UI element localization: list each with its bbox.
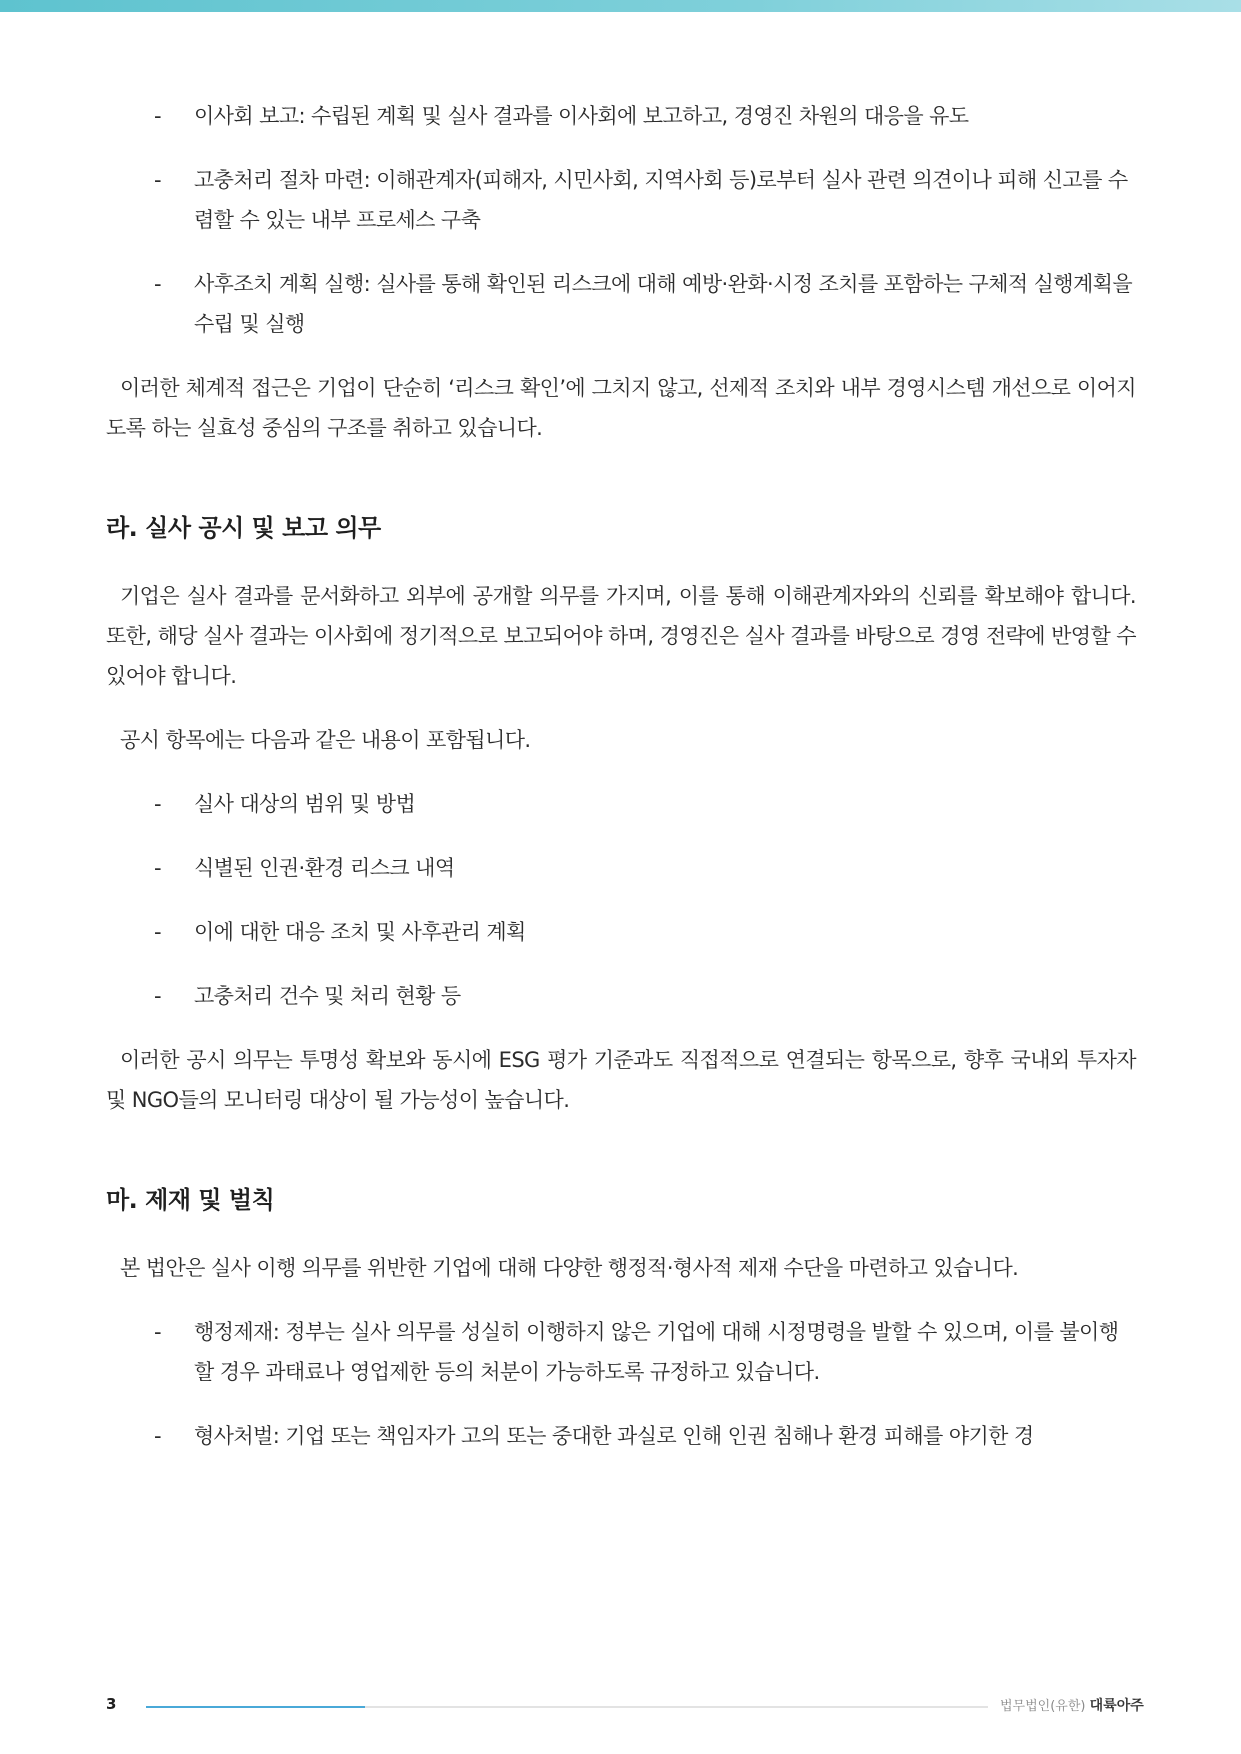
list-item-text: 실사 대상의 범위 및 방법: [194, 792, 416, 816]
list-item: [106, 96, 1136, 136]
list-item: [106, 1312, 1136, 1392]
list-item: [106, 1416, 1136, 1456]
list-item: [106, 848, 1136, 888]
firm-prefix: 법무법인(유한): [1000, 1699, 1086, 1714]
list-dash: -: [154, 920, 161, 944]
list-item-text: 이사회 보고: 수립된 계획 및 실사 결과를 이사회에 보고하고, 경영진 차원의 대응을 유도: [194, 104, 969, 128]
list-dash: -: [154, 1424, 161, 1448]
bullet-list-1: [106, 96, 1136, 344]
bullet-list-3: [106, 1312, 1136, 1456]
paragraph: 이러한 공시 의무는 투명성 확보와 동시에 ESG 평가 기준과도 직접적으로 연결되는 항목으로, 향후 국내외 투자자 및 NGO들의 모니터링 대상이 될 가능성이 높습니다.: [106, 1048, 1136, 1112]
list-item-text: 고충처리 건수 및 처리 현황 등: [194, 984, 461, 1008]
document-body: [106, 96, 1136, 1480]
section-heading-ra: 라. 실사 공시 및 보고 의무: [106, 514, 381, 542]
firm-brand: [1000, 1695, 1144, 1715]
list-dash: -: [154, 856, 161, 880]
page-number: 3: [106, 1695, 117, 1713]
section-heading-ma: 마. 제재 및 벌칙: [106, 1186, 275, 1214]
list-dash: -: [154, 272, 161, 296]
list-dash: -: [154, 104, 161, 128]
list-dash: -: [154, 168, 161, 192]
firm-name: 대륙아주: [1089, 1698, 1144, 1714]
list-item: [106, 264, 1136, 344]
list-item-text: 형사처벌: 기업 또는 책임자가 고의 또는 중대한 과실로 인해 인권 침해나 환경 피해를 야기한 경: [194, 1424, 1034, 1448]
paragraph: 이러한 체계적 접근은 기업이 단순히 ‘리스크 확인’에 그치지 않고, 선제적 조치와 내부 경영시스템 개선으로 이어지도록 하는 실효성 중심의 구조를 취하고 있습니다.: [106, 376, 1136, 440]
paragraph: 기업은 실사 결과를 문서화하고 외부에 공개할 의무를 가지며, 이를 통해 이해관계자와의 신뢰를 확보해야 합니다. 또한, 해당 실사 결과는 이사회에 정기적으로 보고되어야 하며, 경영진은 실사 결과를 바탕으로 경영 전략에 반영할 수 있어야 합니다.: [106, 584, 1136, 688]
footer-progress-track: [146, 1706, 988, 1708]
list-item: [106, 912, 1136, 952]
list-dash: -: [154, 792, 161, 816]
paragraph: 본 법안은 실사 이행 의무를 위반한 기업에 대해 다양한 행정적·형사적 제재 수단을 마련하고 있습니다.: [120, 1256, 1019, 1280]
list-item-text: 고충처리 절차 마련: 이해관계자(피해자, 시민사회, 지역사회 등)로부터 실사 관련 의견이나 피해 신고를 수렴할 수 있는 내부 프로세스 구축: [194, 168, 1128, 232]
bullet-list-2: [106, 784, 1136, 1016]
paragraph: 공시 항목에는 다음과 같은 내용이 포함됩니다.: [120, 728, 531, 752]
list-item: [106, 784, 1136, 824]
list-item: [106, 160, 1136, 240]
top-accent-bar: [0, 0, 1241, 12]
list-item-text: 행정제재: 정부는 실사 의무를 성실히 이행하지 않은 기업에 대해 시정명령을 발할 수 있으며, 이를 불이행할 경우 과태료나 영업제한 등의 처분이 가능하도록 규정하고 있습니다.: [194, 1320, 1119, 1384]
list-item-text: 사후조치 계획 실행: 실사를 통해 확인된 리스크에 대해 예방·완화·시정 조치를 포함하는 구체적 실행계획을 수립 및 실행: [194, 272, 1133, 336]
page-footer: [0, 1695, 1241, 1725]
list-dash: -: [154, 984, 161, 1008]
list-dash: -: [154, 1320, 161, 1344]
list-item: [106, 976, 1136, 1016]
list-item-text: 식별된 인권·환경 리스크 내역: [194, 856, 455, 880]
footer-progress-fill: [146, 1706, 365, 1708]
list-item-text: 이에 대한 대응 조치 및 사후관리 계획: [194, 920, 526, 944]
